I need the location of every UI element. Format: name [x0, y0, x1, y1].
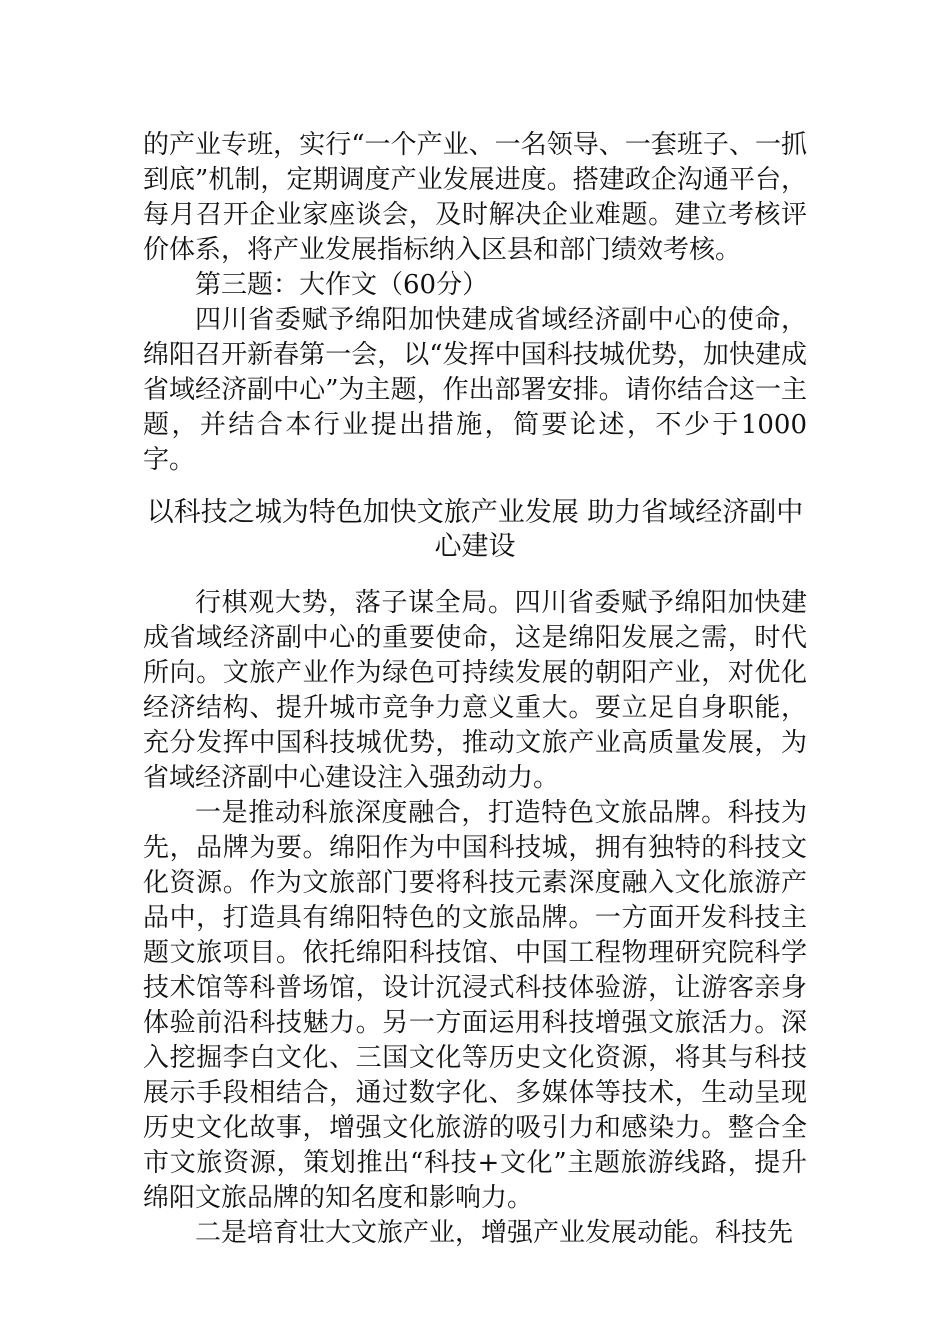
essay-paragraph: 一是推动科旅深度融合，打造特色文旅品牌。科技为先，品牌为要。绵阳作为中国科技城，拥有独特的科技文化资源。作为文旅部门要将科技元素深度融入文化旅游产品中，打造具有绵阳特色的文旅品牌。一方面开发科技主题文旅项目。依托绵阳科技馆、中国工程物理研究院科学技术馆等科普场馆，设计沉浸式科技体验游，让游客亲身体验前沿科技魅力。另一方面运用科技增强文旅活力。深入挖掘李白文化、三国文化等历史文化资源，将其与科技展示手段相结合，通过数字化、多媒体等技术，生动呈现历史文化故事，增强文化旅游的吸引力和感染力。整合全市文旅资源，策划推出“科技+文化”主题旅游线路，提升绵阳文旅品牌的知名度和影响力。	[143, 798, 807, 1213]
question-prompt: 四川省委赋予绵阳加快建成省域经济副中心的使命，绵阳召开新春第一会，以“发挥中国科技城优势，加快建成省域经济副中心”为主题，作出部署安排。请你结合这一主题，并结合本行业提出措施，简要论述，不少于1000字。	[143, 305, 807, 475]
document-page	[143, 128, 807, 1251]
question-heading: 第三题：大作文（60分）	[195, 270, 489, 300]
continuation-paragraph: 的产业专班，实行“一个产业、一名领导、一套班子、一抓到底”机制，定期调度产业发展进度。搭建政企沟通平台，每月召开企业家座谈会，及时解决企业难题。建立考核评价体系，将产业发展指标纳入区县和部门绩效考核。	[143, 130, 807, 265]
essay-title: 以科技之城为特色加快文旅产业发展 助力省域经济副中心建设	[146, 497, 804, 562]
essay-paragraph: 行棋观大势，落子谋全局。四川省委赋予绵阳加快建成省域经济副中心的重要使命，这是绵阳发展之需，时代所向。文旅产业作为绿色可持续发展的朝阳产业，对优化经济结构、提升城市竞争力意义重大。要立足自身职能，充分发挥中国科技城优势，推动文旅产业高质量发展，为省域经济副中心建设注入强劲动力。	[143, 588, 807, 793]
essay-paragraph: 二是培育壮大文旅产业，增强产业发展动能。科技先	[195, 1218, 794, 1248]
